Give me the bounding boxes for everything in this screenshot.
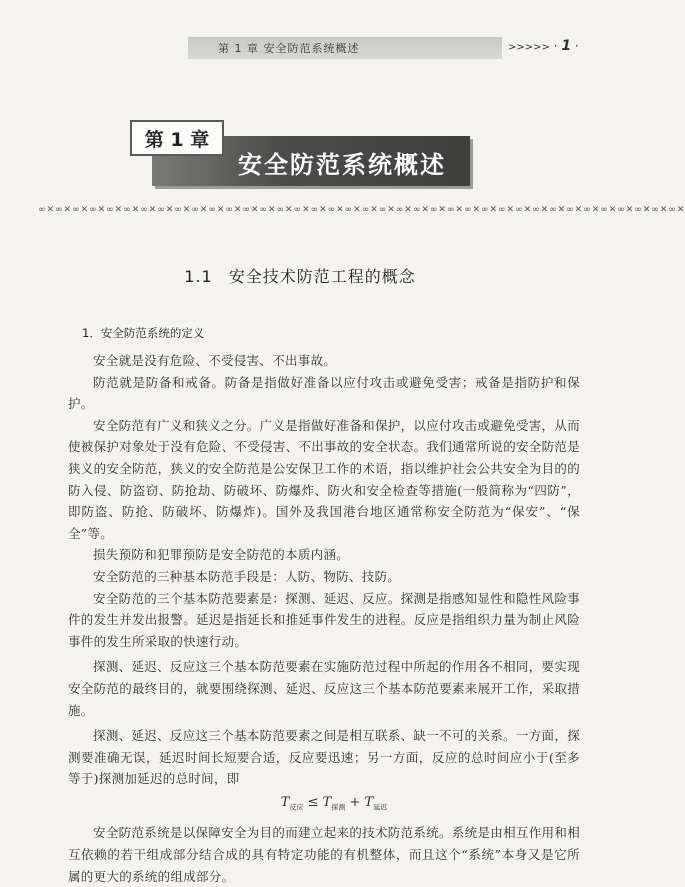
- formula-subscript: 延迟: [373, 803, 388, 812]
- formula: [68, 792, 580, 819]
- paragraph: 安全防范的三种基本防范手段是：人防、物防、技防。: [93, 568, 401, 584]
- section-number: 1.1: [184, 267, 213, 286]
- formula-term: T: [322, 794, 332, 810]
- formula-subscript: 探测: [331, 803, 346, 812]
- page-number: >>>>> · 1 ·: [508, 38, 579, 54]
- paragraph: 安全防范系统是以保障安全为目的而建立起来的技术防范系统。系统是由相互作用和相互依赖的若干组成部分结合成的具有特定功能的有机整体，而且这个“系统”本身又是它所属的更大的系统的组成部分。: [68, 825, 580, 884]
- chapter-label: 第 1 章: [130, 120, 224, 156]
- section-heading: [0, 264, 600, 287]
- paragraph: 探测、延迟、反应这三个基本防范要素在实施防范过程中所起的作用各不相同，要实现安全防范的最终目的，就要围绕探测、延迟、反应这三个基本防范要素来展开工作，采取措施。: [68, 659, 581, 718]
- paragraph: 防范就是防备和戒备。防备是指做好准备以应付攻击或避免受害；戒备是指防护和保护。: [68, 374, 580, 412]
- formula-operator: ≤: [307, 794, 319, 810]
- ornamental-divider: ∞✕∞✕∞✕∞✕∞✕∞✕∞✕∞✕∞✕∞✕∞✕∞✕∞✕∞✕∞✕∞✕∞✕∞✕∞✕∞✕∞✕∞✕∞✕∞✕∞✕∞✕∞✕∞✕∞✕∞✕∞✕∞✕∞✕∞✕∞✕∞✕∞✕∞✕: [38, 205, 685, 215]
- page-arrows: >>>>>: [508, 42, 550, 53]
- section-title: 安全技术防范工程的概念: [228, 267, 416, 286]
- paragraph: 安全防范的三个基本防范要素是：探测、延迟、反应。探测是指感知显性和隐性风险事件的发生并发出报警。延迟是指延长和推延事件发生的进程。反应是指组织力量为制止风险事件的发生所采取的快速行动。: [68, 590, 581, 649]
- paragraph: 损失预防和犯罪预防是安全防范的本质内涵。: [93, 547, 350, 563]
- formula-term: T: [280, 794, 290, 810]
- running-header: [0, 33, 600, 63]
- formula-subscript: 反应: [289, 803, 304, 812]
- subsection-heading: 1．安全防范系统的定义: [82, 326, 205, 340]
- running-title: 第 1 章 安全防范系统概述: [218, 42, 360, 55]
- chapter-heading: [130, 120, 470, 192]
- paragraph: 安全就是没有危险、不受侵害、不出事故。: [93, 353, 337, 368]
- chapter-title: 安全防范系统概述: [238, 151, 446, 179]
- paragraph: 探测、延迟、反应这三个基本防范要素之间是相互联系、缺一不可的关系。一方面，探测要准确无误，延迟时间长短要合适，反应要迅速；另一方面，反应的总时间应小于(至多等于)探测加延迟的总时间，即: [68, 728, 580, 787]
- formula-operator: +: [349, 794, 361, 810]
- formula-term: T: [364, 794, 374, 810]
- body-text: [68, 324, 580, 887]
- paragraph: 安全防范有广义和狭义之分。广义是指做好准备和保护，以应付攻击或避免受害，从而使被保护对象处于没有危险、不受侵害、不出事故的安全状态。我们通常所说的安全防范是狭义的安全防范，狭义的安全防范是公安保卫工作的术语，指以维护社会公共安全为目的的防入侵、防盗窃、防抢劫、防破坏、防爆炸、防火和安全检查等措施(一般简称为“四防”，即防盗、防抢、防破坏、防爆炸)。国外及我国港台地区通常称安全防范为“保安”、“保全”等。: [68, 417, 581, 541]
- page-number-value: 1: [561, 38, 572, 54]
